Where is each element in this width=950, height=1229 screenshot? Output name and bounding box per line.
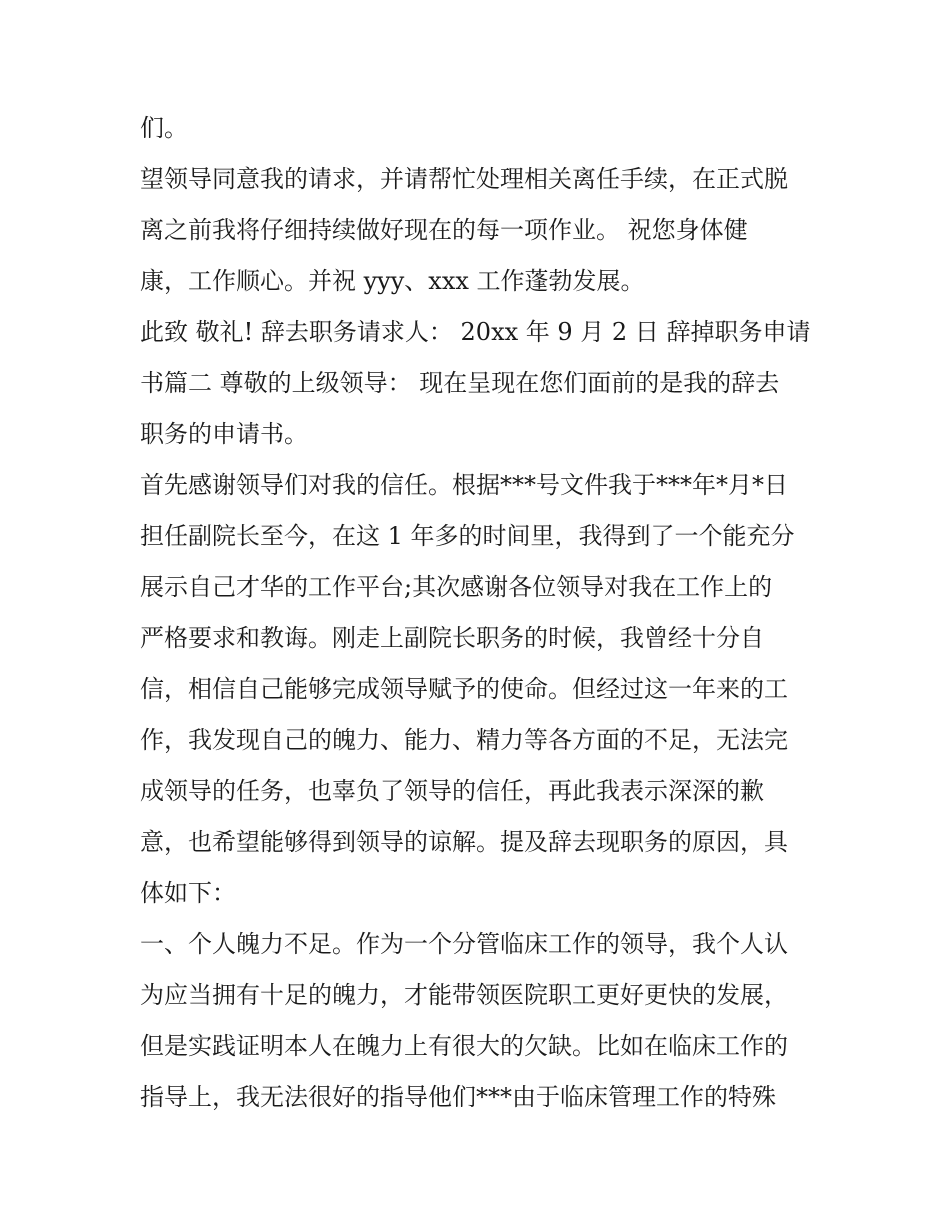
text-line: 此致 敬礼! 辞去职务请求人： 20xx 年 9 月 2 日 辞掉职务申请: [140, 318, 811, 346]
text-line: 离之前我将仔细持续做好现在的每一项作业。 祝您身体健: [140, 216, 748, 244]
text-line: 书篇二 尊敬的上级领导： 现在呈现在您们面前的是我的辞去: [140, 369, 780, 397]
text-line: 为应当拥有十足的魄力，才能带领医院职工更好更快的发展，: [140, 981, 788, 1009]
text-line: 望领导同意我的请求，并请帮忙处理相关离任手续，在正式脱: [140, 165, 788, 193]
text-line: 但是实践证明本人在魄力上有很大的欠缺。比如在临床工作的: [140, 1032, 788, 1060]
text-line: 职务的申请书。: [140, 420, 308, 448]
text-line: 担任副院长至今，在这 1 年多的时间里，我得到了一个能充分: [140, 522, 795, 550]
text-line: 康，工作顺心。并祝 yyy、xxx 工作蓬勃发展。: [140, 267, 645, 295]
text-line: 们。: [140, 114, 188, 142]
text-line: 意，也希望能够得到领导的谅解。提及辞去现职务的原因，具: [140, 828, 788, 856]
text-line: 信，相信自己能够完成领导赋予的使命。但经过这一年来的工: [140, 675, 788, 703]
text-line: 作，我发现自己的魄力、能力、精力等各方面的不足，无法完: [140, 726, 788, 754]
text-line: 展示自己才华的工作平台;其次感谢各位领导对我在工作上的: [140, 573, 773, 601]
document-body: [140, 103, 820, 1123]
text-line: 体如下：: [140, 879, 236, 907]
text-line: 指导上，我无法很好的指导他们***由于临床管理工作的特殊: [140, 1083, 776, 1111]
text-line: 一、个人魄力不足。作为一个分管临床工作的领导，我个人认: [140, 930, 788, 958]
text-line: 首先感谢领导们对我的信任。根据***号文件我于***年*月*日: [140, 471, 788, 499]
text-line: 严格要求和教诲。刚走上副院长职务的时候，我曾经十分自: [140, 624, 764, 652]
text-line: 成领导的任务，也辜负了领导的信任，再此我表示深深的歉: [140, 777, 764, 805]
